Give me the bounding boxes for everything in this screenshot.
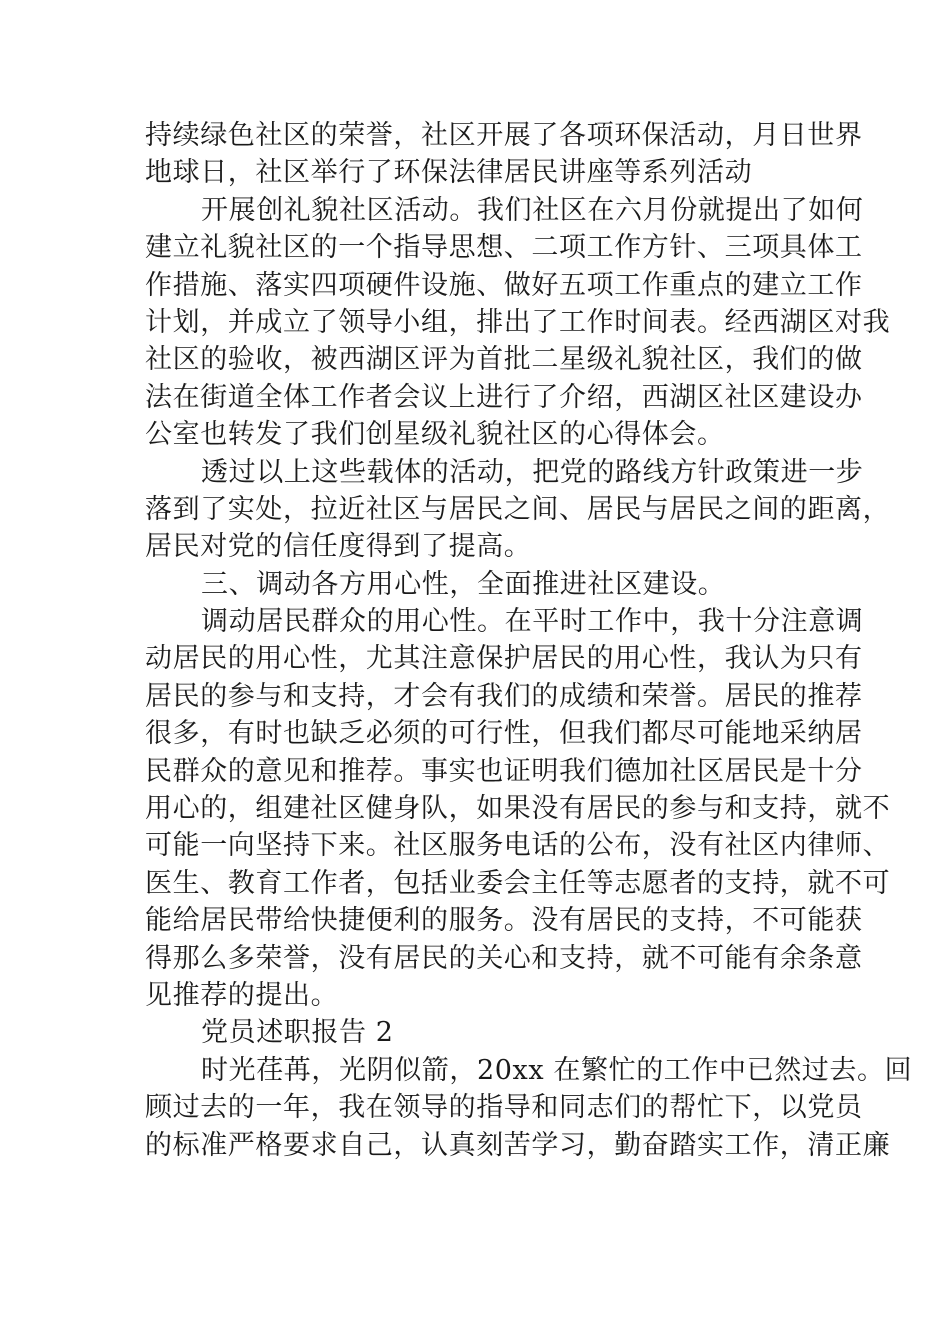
text-line: 顾过去的一年，我在领导的指导和同志们的帮忙下，以党员 <box>145 1092 863 1124</box>
text-line: 医生、教育工作者，包括业委会主任等志愿者的支持，就不可 <box>145 867 891 899</box>
text-line: 三、调动各方用心性，全面推进社区建设。 <box>201 568 726 600</box>
text-line: 能给居民带给快捷便利的服务。没有居民的支持，不可能获 <box>145 905 863 937</box>
text-line: 民群众的意见和推荐。事实也证明我们德加社区居民是十分 <box>145 755 863 787</box>
text-line: 作措施、落实四项硬件设施、做好五项工作重点的建立工作 <box>145 269 863 301</box>
text-line: 用心的，组建社区健身队，如果没有居民的参与和支持，就不 <box>145 793 891 825</box>
text-line: 公室也转发了我们创星级礼貌社区的心得体会。 <box>145 419 725 451</box>
text-line: 透过以上这些载体的活动，把党的路线方针政策进一步 <box>201 456 864 488</box>
text-line: 开展创礼貌社区活动。我们社区在六月份就提出了如何 <box>201 194 864 226</box>
text-line: 调动居民群众的用心性。在平时工作中，我十分注意调 <box>201 606 864 638</box>
text-line: 计划，并成立了领导小组，排出了工作时间表。经西湖区对我 <box>145 306 891 338</box>
text-line: 得那么多荣誉，没有居民的关心和支持，就不可能有余条意 <box>145 942 863 974</box>
text-line: 动居民的用心性，尤其注意保护居民的用心性，我认为只有 <box>145 643 863 675</box>
text-line: 时光荏苒，光阴似箭，20xx 在繁忙的工作中已然过去。回 <box>201 1054 913 1086</box>
text-line: 的标准严格要求自己，认真刻苦学习，勤奋踏实工作，清正廉 <box>145 1129 891 1161</box>
text-line: 见推荐的提出。 <box>145 979 339 1011</box>
text-line: 党员述职报告 2 <box>201 1017 394 1049</box>
text-line: 建立礼貌社区的一个指导思想、二项工作方针、三项具体工 <box>145 232 863 264</box>
document-body <box>145 117 913 1164</box>
text-line: 法在街道全体工作者会议上进行了介绍，西湖区社区建设办 <box>145 381 863 413</box>
text-line: 很多，有时也缺乏必须的可行性，但我们都尽可能地采纳居 <box>145 718 863 750</box>
text-line: 居民对党的信任度得到了提高。 <box>145 531 532 563</box>
text-line: 持续绿色社区的荣誉，社区开展了各项环保活动，月日世界 <box>145 120 863 151</box>
text-line: 可能一向坚持下来。社区服务电话的公布，没有社区内律师、 <box>145 830 891 862</box>
text-line: 地球日，社区举行了环保法律居民讲座等系列活动 <box>145 157 753 189</box>
text-line: 社区的验收，被西湖区评为首批二星级礼貌社区，我们的做 <box>145 344 863 376</box>
text-line: 落到了实处，拉近社区与居民之间、居民与居民之间的距离， <box>145 493 891 525</box>
text-line: 居民的参与和支持，才会有我们的成绩和荣誉。居民的推荐 <box>145 680 863 712</box>
